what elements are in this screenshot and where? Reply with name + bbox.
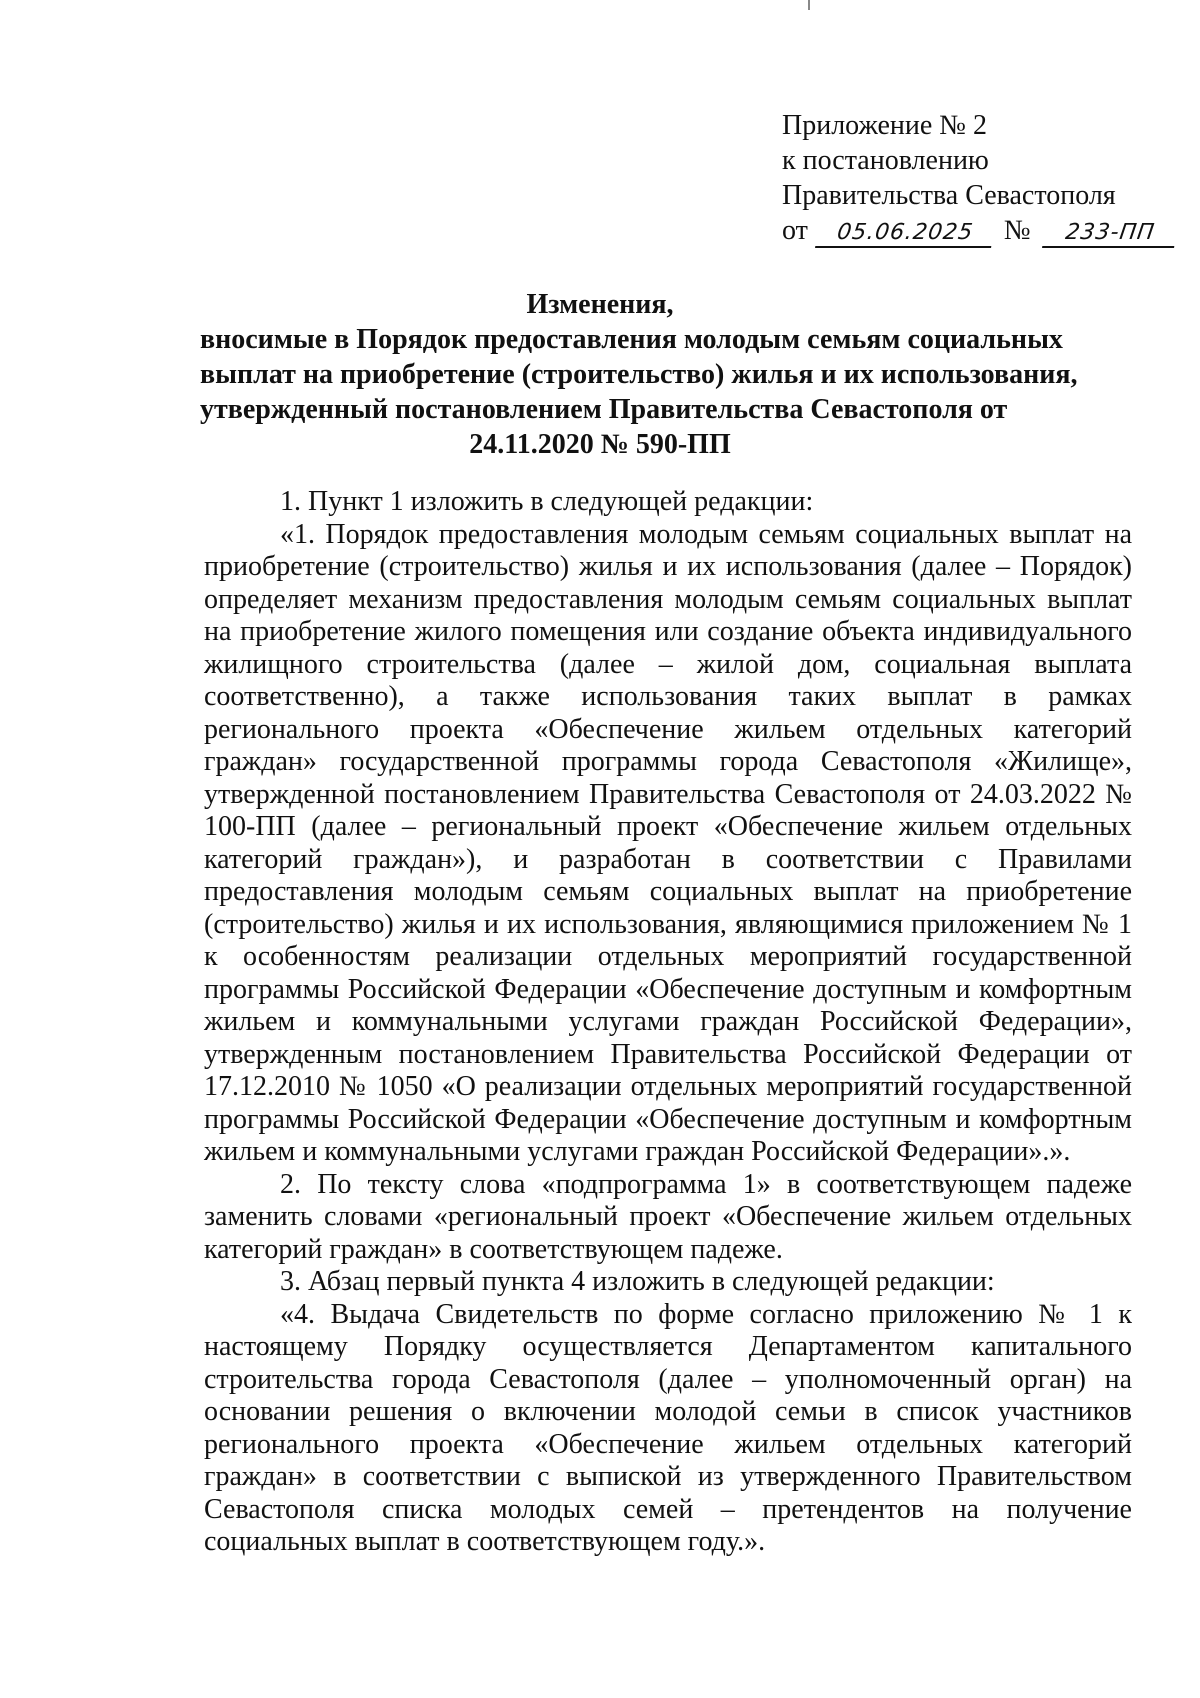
title-line-2: вносимые в Порядок предоставления молодым семьям социальных [200,324,1063,355]
title-line-4: утвержденный постановлением Правительства Севастополя от [200,394,1008,425]
appendix-header [782,108,1162,248]
handwritten-date: 05.06.2025 [815,220,995,248]
title-line-5: 24.11.2020 № 590-ПП [469,429,731,460]
paragraph-1: 1. Пункт 1 изложить в следующей редакции: [280,486,814,517]
handwritten-number: 233-ПП [1042,220,1178,248]
document-title [200,287,1078,462]
title-line-3: выплат на приобретение (строительство) жилья и их использования, [200,359,1078,390]
title-line-1: Изменения, [526,289,674,320]
appendix-line-4 [782,213,1162,248]
paragraph-5: «4. Выдача Свидетельств по форме согласно приложению № 1 к настоящему Порядку осуществляется Департаментом капитального строительства города Севастополя (далее – уполномоченный орган) на основании решения о включении молодой семьи в список участников регионального проекта «Обеспечение жильем отдельных категорий граждан» в соответствии с выпиской из утвержденного Правительством Севастополя списка молодых семей – претендентов на получение социальных выплат в соответствующем году.». [204,1298,1132,1557]
from-label: от [782,215,808,246]
paragraph-4: 3. Абзац первый пункта 4 изложить в следующей редакции: [280,1266,995,1297]
appendix-line-2: к постановлению [782,145,989,176]
scan-mark [808,0,810,10]
number-label: № [1003,215,1031,246]
paragraph-3: 2. По тексту слова «подпрограмма 1» в соответствующем падеже заменить словами «региональный проект «Обеспечение жильем отдельных категорий граждан» в соответствующем падеже. [204,1168,1132,1265]
paragraph-2: «1. Порядок предоставления молодым семьям социальных выплат на приобретение (строительство) жилья и их использования (далее – Порядок) определяет механизм предоставления молодым семьям социальных выплат на приобретение жилого помещения или создание объекта индивидуального жилищного строительства (далее – жилой дом, социальная выплата соответственно), а также использования таких выплат в рамках регионального проекта «Обеспечение жильем отдельных категорий граждан» государственной программы города Севастополя «Жилище», утвержденной постановлением Правительства Севастополя от 24.03.2022 № 100-ПП (далее – региональный проект «Обеспечение жильем отдельных категорий граждан»), и разработан в соответствии с Правилами предоставления молодым семьям социальных выплат на приобретение (строительство) жилья и их использования, являющимися приложением № 1 к особенностям реализации отдельных мероприятий государственной программы Российской Федерации «Обеспечение доступным и комфортным жильем и коммунальными услугами граждан Российской Федерации», утвержденным постановлением Правительства Российской Федерации от 17.12.2010 № 1050 «О реализации отдельных мероприятий государственной программы Российской Федерации «Обеспечение доступным и комфортным жильем и коммунальными услугами граждан Российской Федерации».». [204,518,1132,1167]
appendix-line-3: Правительства Севастополя [782,180,1116,211]
document-body [204,486,1132,1559]
appendix-line-1: Приложение № 2 [782,110,987,141]
